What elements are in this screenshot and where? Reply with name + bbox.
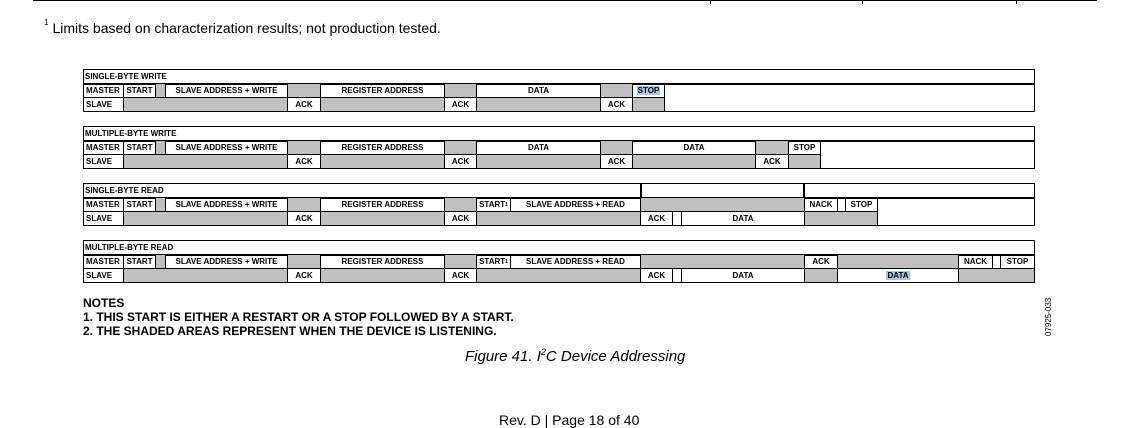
cell-text: STOP xyxy=(793,143,816,152)
sequence-title: SINGLE-BYTE READ xyxy=(85,186,164,195)
listening-cell xyxy=(123,154,288,169)
nack-cell xyxy=(958,254,993,269)
listening-cell xyxy=(476,211,641,226)
listening-cell xyxy=(287,197,321,212)
stop-cell xyxy=(632,83,665,98)
listening-cell xyxy=(444,254,477,269)
caption-suffix: C Device Addressing xyxy=(545,348,686,365)
cell-text: ACK xyxy=(295,271,313,280)
start-cell xyxy=(123,197,156,212)
footnote-marker: 1 xyxy=(44,18,49,28)
data-cell xyxy=(681,211,805,226)
caption-sup: 2 xyxy=(540,347,546,357)
listening-cell xyxy=(476,154,601,169)
data-cell xyxy=(681,268,805,283)
cell-text: REGISTER ADDRESS xyxy=(341,200,424,209)
cell-footnote-marker: 1 xyxy=(505,258,508,265)
cell-text: ACK xyxy=(451,157,470,166)
notes-heading: NOTES xyxy=(83,296,125,310)
slave-address-write-cell xyxy=(165,83,288,98)
listening-cell xyxy=(632,154,756,169)
listening-cell xyxy=(600,83,633,98)
listening-cell xyxy=(123,97,288,112)
ack-cell xyxy=(600,97,633,112)
start-cell xyxy=(123,83,156,98)
start-cell xyxy=(476,254,511,269)
stop-cell xyxy=(1000,254,1035,269)
listening-cell xyxy=(444,197,477,212)
cell-text: ACK xyxy=(812,257,830,266)
data-cell xyxy=(837,268,959,283)
listening-cell xyxy=(640,254,805,269)
cell-text: ACK xyxy=(295,157,313,166)
row-label: SLAVE xyxy=(83,211,124,226)
listening-cell xyxy=(958,268,1035,283)
listening-cell xyxy=(320,268,445,283)
ack-cell xyxy=(600,154,633,169)
cell-text: SLAVE ADDRESS + READ xyxy=(526,200,625,209)
ack-cell xyxy=(640,268,673,283)
cell-text: START xyxy=(126,257,153,266)
page-footer: Rev. D | Page 18 of 40 xyxy=(499,412,640,428)
cell-text: NACK xyxy=(809,200,833,209)
row-label: MASTER xyxy=(83,140,124,155)
cell-text: ACK xyxy=(607,157,626,166)
listening-cell xyxy=(600,140,633,155)
nack-cell xyxy=(804,197,838,212)
listening-cell xyxy=(476,268,641,283)
footnote-text: Limits based on characterization results; not production tested. xyxy=(52,20,441,36)
note-item: 2. THE SHADED AREAS REPRESENT WHEN THE DEVICE IS LISTENING. xyxy=(83,324,497,338)
caption-prefix: Figure 41. I xyxy=(465,348,541,365)
cell-text: SLAVE ADDRESS + WRITE xyxy=(175,86,278,95)
cell-text: DATA xyxy=(732,214,754,223)
cell-text: START xyxy=(126,143,153,152)
listening-cell xyxy=(287,83,321,98)
cell-text: START xyxy=(126,86,153,95)
listening-cell xyxy=(476,97,601,112)
listening-cell xyxy=(320,211,445,226)
cell-text: START xyxy=(126,200,153,209)
ack-cell xyxy=(444,97,477,112)
stop-cell xyxy=(845,197,878,212)
cell-text: DATA xyxy=(527,143,550,152)
ack-cell xyxy=(444,154,477,169)
cell-text: STOP xyxy=(637,86,660,95)
register-address-cell xyxy=(320,254,445,269)
cell-text: SLAVE ADDRESS + WRITE xyxy=(175,257,278,266)
cell-text: SLAVE ADDRESS + READ xyxy=(526,257,625,266)
sequence-title-divider xyxy=(640,183,642,198)
slave-address-write-cell xyxy=(165,140,288,155)
ack-cell xyxy=(804,254,838,269)
cell-text: ACK xyxy=(451,214,470,223)
listening-cell xyxy=(804,268,838,283)
ack-cell xyxy=(640,211,673,226)
row-label: SLAVE xyxy=(83,97,124,112)
data-cell xyxy=(476,140,601,155)
ack-cell xyxy=(287,97,321,112)
cell-text: DATA xyxy=(887,271,909,280)
start-cell xyxy=(476,197,511,212)
slave-address-write-cell xyxy=(165,197,288,212)
cell-text: DATA xyxy=(732,271,754,280)
ack-cell xyxy=(444,211,477,226)
data-cell xyxy=(476,83,601,98)
sequence-title: SINGLE-BYTE WRITE xyxy=(85,72,167,81)
row-label: SLAVE xyxy=(83,154,124,169)
stop-cell xyxy=(788,140,821,155)
cell-text: ACK xyxy=(295,214,313,223)
sequence-title-divider xyxy=(803,183,805,198)
ack-cell xyxy=(444,268,477,283)
cell-text: NACK xyxy=(963,257,988,266)
listening-cell xyxy=(444,140,477,155)
cell-text: SLAVE ADDRESS + WRITE xyxy=(175,200,278,209)
listening-cell xyxy=(320,97,445,112)
ack-cell xyxy=(287,211,321,226)
slave-address-read-cell xyxy=(510,197,641,212)
sequence-title: MULTIPLE-BYTE WRITE xyxy=(85,129,177,138)
figure-caption xyxy=(465,347,685,365)
listening-cell xyxy=(632,97,665,112)
cell-text: ACK xyxy=(647,214,666,223)
start-cell xyxy=(123,254,156,269)
cell-text: STOP xyxy=(1006,257,1029,266)
cell-text: ACK xyxy=(647,271,666,280)
row-label: MASTER xyxy=(83,197,124,212)
row-label: MASTER xyxy=(83,254,124,269)
cell-text: DATA xyxy=(527,86,550,95)
listening-cell xyxy=(287,140,321,155)
cell-text: START xyxy=(479,257,506,266)
note-item: 1. THIS START IS EITHER A RESTART OR A STOP FOLLOWED BY A START. xyxy=(83,310,514,324)
cell-text: START xyxy=(479,200,506,209)
row-label: SLAVE xyxy=(83,268,124,283)
listening-cell xyxy=(788,154,821,169)
figure-code: 07925-033 xyxy=(1044,297,1053,336)
start-cell xyxy=(123,140,156,155)
register-address-cell xyxy=(320,197,445,212)
ack-cell xyxy=(287,154,321,169)
data-cell xyxy=(632,140,756,155)
cell-text: ACK xyxy=(763,157,781,166)
sequence-title: MULTIPLE-BYTE READ xyxy=(85,243,174,252)
cell-text: REGISTER ADDRESS xyxy=(341,143,424,152)
cell-text: SLAVE ADDRESS + WRITE xyxy=(175,143,278,152)
cell-text: REGISTER ADDRESS xyxy=(341,257,424,266)
cell-footnote-marker: 1 xyxy=(505,201,508,208)
cell-text: REGISTER ADDRESS xyxy=(341,86,424,95)
ack-cell xyxy=(755,154,789,169)
cell-text: ACK xyxy=(451,100,470,109)
listening-cell xyxy=(320,154,445,169)
listening-cell xyxy=(123,268,288,283)
listening-cell xyxy=(804,211,878,226)
listening-cell xyxy=(755,140,789,155)
slave-address-write-cell xyxy=(165,254,288,269)
slave-address-read-cell xyxy=(510,254,641,269)
register-address-cell xyxy=(320,140,445,155)
cell-text: DATA xyxy=(683,143,705,152)
cell-text: ACK xyxy=(607,100,626,109)
ack-cell xyxy=(287,268,321,283)
listening-cell xyxy=(837,254,959,269)
register-address-cell xyxy=(320,83,445,98)
listening-cell xyxy=(287,254,321,269)
row-label: MASTER xyxy=(83,83,124,98)
cell-text: STOP xyxy=(850,200,873,209)
notes xyxy=(83,296,514,338)
listening-cell xyxy=(444,83,477,98)
cell-text: ACK xyxy=(451,271,470,280)
listening-cell xyxy=(640,197,805,212)
listening-cell xyxy=(123,211,288,226)
cell-text: ACK xyxy=(295,100,313,109)
